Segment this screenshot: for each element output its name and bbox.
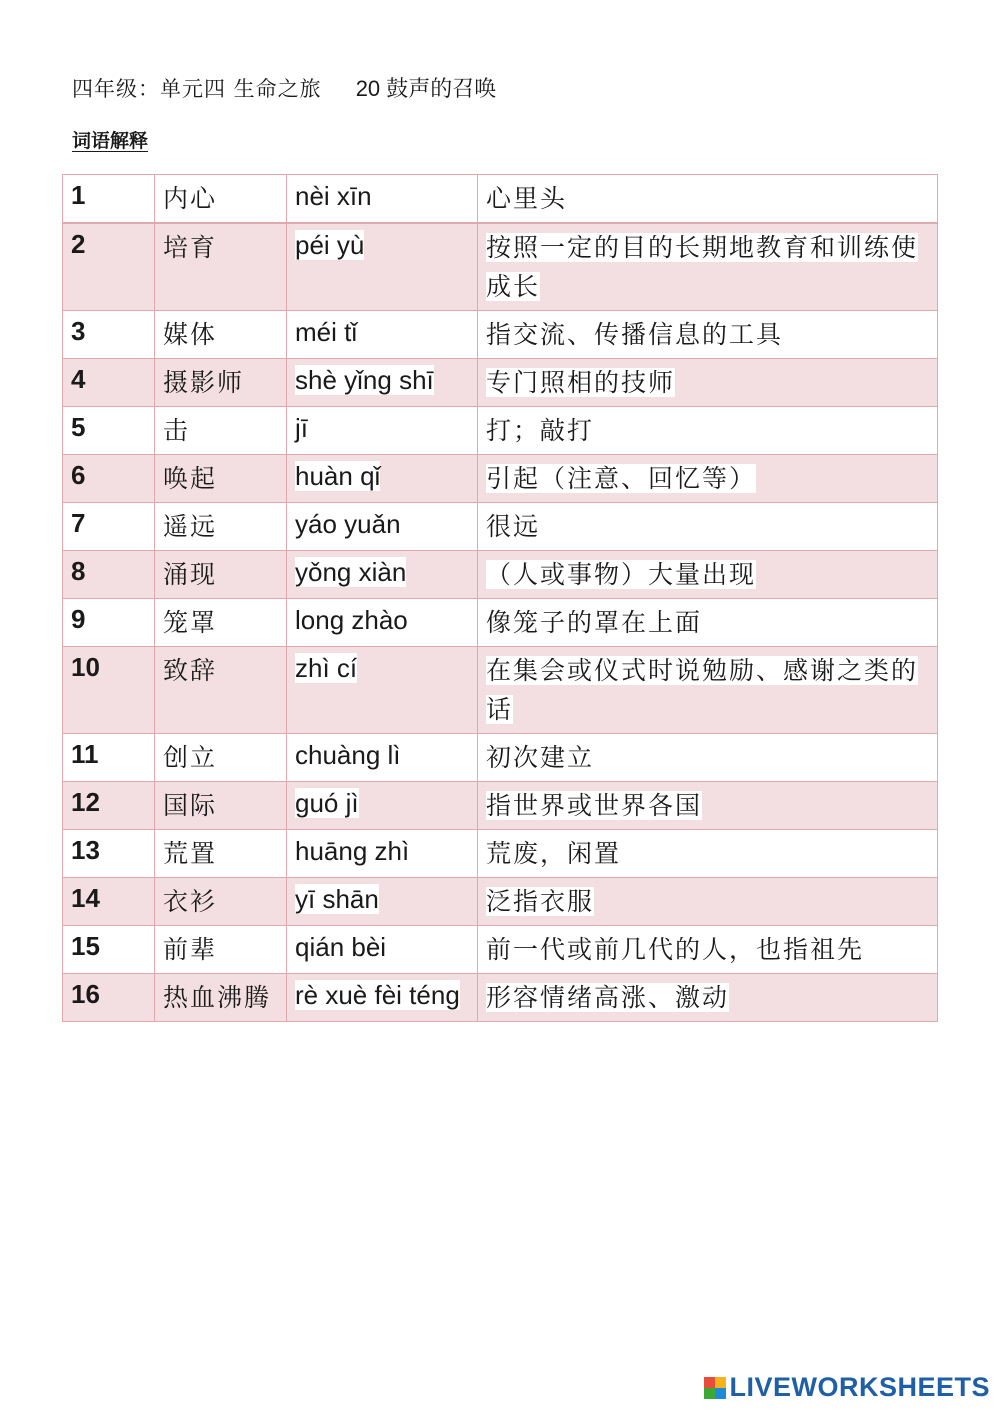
row-number-cell xyxy=(63,175,155,224)
table-row xyxy=(63,647,938,734)
table-row xyxy=(63,974,938,1022)
vocab-word-cell xyxy=(155,926,287,974)
word-meaning-cell xyxy=(478,455,938,503)
table-row xyxy=(63,455,938,503)
vocab-word: 媒体 xyxy=(163,320,218,349)
word-meaning: （人或事物）大量出现 xyxy=(486,560,757,589)
word-meaning-cell xyxy=(478,974,938,1022)
vocab-word-cell xyxy=(155,974,287,1022)
pinyin: shè yǐng shī xyxy=(295,365,434,395)
table-row xyxy=(63,830,938,878)
row-number: 8 xyxy=(71,556,86,586)
pinyin: long zhào xyxy=(295,605,408,635)
row-number-cell xyxy=(63,407,155,455)
row-number: 2 xyxy=(71,229,86,259)
pinyin-cell xyxy=(287,878,478,926)
vocab-word-cell xyxy=(155,830,287,878)
table-row xyxy=(63,503,938,551)
row-number: 3 xyxy=(71,316,86,346)
row-number-cell xyxy=(63,647,155,734)
pinyin-cell xyxy=(287,455,478,503)
vocab-word: 衣衫 xyxy=(163,887,218,916)
word-meaning-cell xyxy=(478,878,938,926)
word-meaning-cell xyxy=(478,734,938,782)
word-meaning: 指世界或世界各国 xyxy=(486,791,703,820)
vocabulary-table xyxy=(62,174,938,1022)
pinyin-cell xyxy=(287,407,478,455)
vocab-word: 击 xyxy=(163,416,191,445)
pinyin-cell xyxy=(287,311,478,359)
pinyin: zhì cí xyxy=(295,653,358,683)
vocab-word-cell xyxy=(155,599,287,647)
vocab-word: 热血沸腾 xyxy=(163,983,272,1012)
word-meaning-cell xyxy=(478,647,938,734)
row-number-cell xyxy=(63,551,155,599)
pinyin-cell xyxy=(287,647,478,734)
pinyin: péi yù xyxy=(295,230,365,260)
row-number: 11 xyxy=(71,739,99,769)
word-meaning-cell xyxy=(478,599,938,647)
word-meaning: 指交流、传播信息的工具 xyxy=(486,320,784,349)
pinyin-cell xyxy=(287,503,478,551)
pinyin-cell xyxy=(287,359,478,407)
table-row xyxy=(63,175,938,224)
row-number-cell xyxy=(63,455,155,503)
row-number: 16 xyxy=(71,979,100,1009)
unit-title: 四年级：单元四 生命之旅 xyxy=(72,77,322,101)
word-meaning: 心里头 xyxy=(486,184,568,213)
vocab-word: 摄影师 xyxy=(163,368,245,397)
pinyin: yáo yuǎn xyxy=(295,509,401,539)
row-number-cell xyxy=(63,830,155,878)
vocab-word-cell xyxy=(155,647,287,734)
vocab-word: 涌现 xyxy=(163,560,218,589)
table-row xyxy=(63,782,938,830)
word-meaning: 前一代或前几代的人，也指祖先 xyxy=(486,935,865,964)
row-number-cell xyxy=(63,359,155,407)
row-number: 14 xyxy=(71,883,100,913)
pinyin: guó jì xyxy=(295,788,359,818)
vocab-word-cell xyxy=(155,782,287,830)
row-number: 10 xyxy=(71,652,100,682)
table-row xyxy=(63,311,938,359)
word-meaning: 按照一定的目的长期地教育和训练使成长 xyxy=(486,233,919,301)
table-row xyxy=(63,223,938,311)
row-number-cell xyxy=(63,782,155,830)
word-meaning: 引起（注意、回忆等） xyxy=(486,464,757,493)
word-meaning: 形容情绪高涨、激动 xyxy=(486,983,730,1012)
pinyin: yī shān xyxy=(295,884,379,914)
word-meaning: 像笼子的罩在上面 xyxy=(486,608,703,637)
table-row xyxy=(63,407,938,455)
vocab-word: 笼罩 xyxy=(163,608,218,637)
word-meaning: 很远 xyxy=(486,512,541,541)
pinyin-cell xyxy=(287,551,478,599)
pinyin: yǒng xiàn xyxy=(295,557,407,587)
row-number: 6 xyxy=(71,460,86,490)
row-number: 9 xyxy=(71,604,86,634)
vocab-word-cell xyxy=(155,223,287,311)
liveworksheets-logo-icon xyxy=(704,1377,726,1399)
word-meaning-cell xyxy=(478,503,938,551)
word-meaning-cell xyxy=(478,407,938,455)
pinyin: rè xuè fèi téng xyxy=(295,980,460,1010)
vocab-word-cell xyxy=(155,734,287,782)
pinyin: huāng zhì xyxy=(295,836,410,866)
section-title: 词语解释 xyxy=(72,130,149,152)
row-number: 7 xyxy=(71,508,86,538)
word-meaning: 初次建立 xyxy=(486,743,595,772)
row-number-cell xyxy=(63,734,155,782)
vocab-word-cell xyxy=(155,551,287,599)
vocab-word: 致辞 xyxy=(163,656,218,685)
vocab-word: 培育 xyxy=(163,233,218,262)
word-meaning: 荒废，闲置 xyxy=(486,839,622,868)
word-meaning-cell xyxy=(478,782,938,830)
word-meaning-cell xyxy=(478,311,938,359)
row-number-cell xyxy=(63,223,155,311)
pinyin: qián bèi xyxy=(295,932,387,962)
table-row xyxy=(63,734,938,782)
pinyin-cell xyxy=(287,223,478,311)
row-number: 4 xyxy=(71,364,86,394)
logo-text: LIVEWORKSHEETS xyxy=(729,1372,990,1402)
pinyin-cell xyxy=(287,175,478,224)
vocab-word-cell xyxy=(155,175,287,224)
pinyin-cell xyxy=(287,734,478,782)
vocab-word: 荒置 xyxy=(163,839,218,868)
worksheet-header xyxy=(72,72,496,103)
pinyin-cell xyxy=(287,926,478,974)
pinyin-cell xyxy=(287,974,478,1022)
pinyin-cell xyxy=(287,599,478,647)
word-meaning-cell xyxy=(478,359,938,407)
row-number: 15 xyxy=(71,931,100,961)
vocab-word-cell xyxy=(155,503,287,551)
table-row xyxy=(63,551,938,599)
word-meaning-cell xyxy=(478,830,938,878)
table-row xyxy=(63,926,938,974)
word-meaning: 泛指衣服 xyxy=(486,887,595,916)
table-row xyxy=(63,878,938,926)
row-number: 12 xyxy=(71,787,100,817)
row-number-cell xyxy=(63,311,155,359)
vocab-word-cell xyxy=(155,311,287,359)
vocab-word-cell xyxy=(155,359,287,407)
pinyin: méi tǐ xyxy=(295,317,358,347)
vocab-word-cell xyxy=(155,878,287,926)
pinyin: huàn qǐ xyxy=(295,461,381,491)
row-number-cell xyxy=(63,878,155,926)
vocab-word-cell xyxy=(155,455,287,503)
pinyin: chuàng lì xyxy=(295,740,401,770)
table-row xyxy=(63,359,938,407)
row-number-cell xyxy=(63,926,155,974)
pinyin: jī xyxy=(295,413,308,443)
vocab-word: 唤起 xyxy=(163,464,218,493)
liveworksheets-logo xyxy=(704,1372,990,1403)
vocab-word-cell xyxy=(155,407,287,455)
row-number: 5 xyxy=(71,412,86,442)
vocab-word: 前辈 xyxy=(163,935,218,964)
vocab-word: 创立 xyxy=(163,743,218,772)
vocab-word: 国际 xyxy=(163,791,218,820)
vocab-word: 内心 xyxy=(163,184,218,213)
lesson-title: 20 鼓声的召唤 xyxy=(355,76,497,101)
pinyin-cell xyxy=(287,782,478,830)
table-row xyxy=(63,599,938,647)
row-number: 1 xyxy=(71,180,86,210)
row-number: 13 xyxy=(71,835,100,865)
word-meaning: 专门照相的技师 xyxy=(486,368,676,397)
word-meaning: 在集会或仪式时说勉励、感谢之类的话 xyxy=(486,656,919,724)
pinyin: nèi xīn xyxy=(295,181,372,211)
word-meaning-cell xyxy=(478,551,938,599)
word-meaning-cell xyxy=(478,175,938,224)
word-meaning-cell xyxy=(478,223,938,311)
pinyin-cell xyxy=(287,830,478,878)
word-meaning: 打；敲打 xyxy=(486,416,595,445)
word-meaning-cell xyxy=(478,926,938,974)
row-number-cell xyxy=(63,503,155,551)
row-number-cell xyxy=(63,974,155,1022)
vocab-word: 遥远 xyxy=(163,512,218,541)
row-number-cell xyxy=(63,599,155,647)
